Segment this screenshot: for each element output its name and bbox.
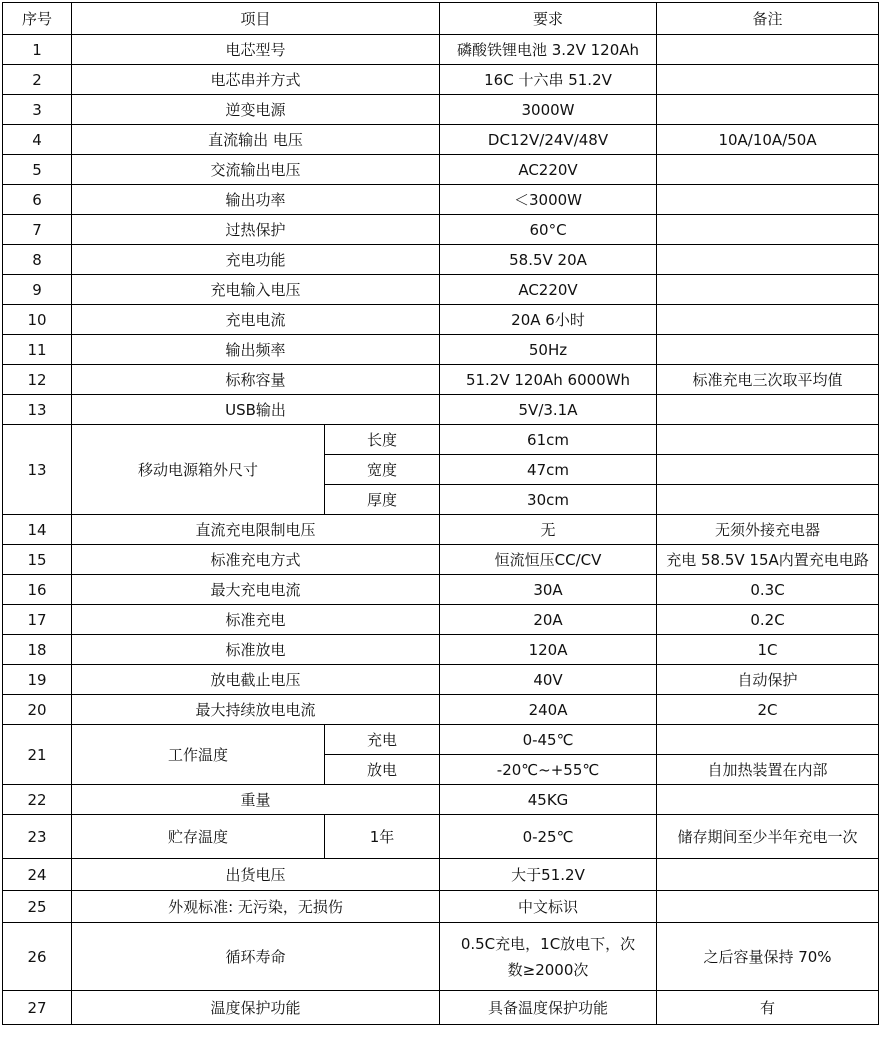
row-number: 27 (3, 991, 72, 1025)
requirement-line: 0.5C充电，1C放电下，次 (460, 934, 636, 953)
table-row (3, 65, 879, 95)
item-cell: 重量 (72, 785, 440, 815)
note-cell: 自动保护 (657, 665, 879, 695)
item-cell: 最大充电电流 (72, 575, 440, 605)
requirement-cell: 30A (440, 575, 657, 605)
table-row (3, 365, 879, 395)
requirement-cell (440, 923, 657, 991)
table-row (3, 155, 879, 185)
note-cell: 无须外接充电器 (657, 515, 879, 545)
row-number: 11 (3, 335, 72, 365)
header-req: 要求 (440, 3, 657, 35)
table-row (3, 335, 879, 365)
table-row (3, 185, 879, 215)
item-cell: 电芯串并方式 (72, 65, 440, 95)
spec-table-container (2, 2, 879, 1025)
item-cell: 充电输入电压 (72, 275, 440, 305)
table-row (3, 35, 879, 65)
requirement-cell: 5V/3.1A (440, 395, 657, 425)
table-row (3, 923, 879, 991)
requirement-cell: 58.5V 20A (440, 245, 657, 275)
row-number: 17 (3, 605, 72, 635)
note-cell: 0.2C (657, 605, 879, 635)
row-number: 13 (3, 395, 72, 425)
item-cell: 标准充电方式 (72, 545, 440, 575)
table-row (3, 245, 879, 275)
row-number: 15 (3, 545, 72, 575)
row-number: 6 (3, 185, 72, 215)
note-cell: 标准充电三次取平均值 (657, 365, 879, 395)
note-cell (657, 395, 879, 425)
table-row (3, 545, 879, 575)
item-cell: 循环寿命 (72, 923, 440, 991)
note-cell (657, 785, 879, 815)
requirement-cell: 40V (440, 665, 657, 695)
requirement-cell: 磷酸铁锂电池 3.2V 120Ah (440, 35, 657, 65)
header-row (3, 3, 879, 35)
item-cell: 温度保护功能 (72, 991, 440, 1025)
item-cell: 出货电压 (72, 859, 440, 891)
item-cell: 贮存温度 (72, 815, 325, 859)
table-row (3, 991, 879, 1025)
row-number: 7 (3, 215, 72, 245)
note-cell (657, 485, 879, 515)
requirement-cell: AC220V (440, 155, 657, 185)
item-cell: 电芯型号 (72, 35, 440, 65)
requirement-cell: 47cm (440, 455, 657, 485)
note-cell (657, 245, 879, 275)
item-cell: 逆变电源 (72, 95, 440, 125)
requirement-cell: 20A (440, 605, 657, 635)
requirement-cell: 具备温度保护功能 (440, 991, 657, 1025)
row-number: 2 (3, 65, 72, 95)
table-row (3, 515, 879, 545)
table-row (3, 215, 879, 245)
note-cell (657, 155, 879, 185)
requirement-cell: 240A (440, 695, 657, 725)
sub-item-cell: 充电 (325, 725, 440, 755)
row-number: 14 (3, 515, 72, 545)
requirement-cell: 中文标识 (440, 891, 657, 923)
requirement-cell: 0-25℃ (440, 815, 657, 859)
requirement-cell: 61cm (440, 425, 657, 455)
note-cell (657, 305, 879, 335)
note-cell: 储存期间至少半年充电一次 (657, 815, 879, 859)
note-cell (657, 859, 879, 891)
item-cell: 直流充电限制电压 (72, 515, 440, 545)
row-number: 16 (3, 575, 72, 605)
row-number: 1 (3, 35, 72, 65)
item-cell: 输出频率 (72, 335, 440, 365)
item-cell: 放电截止电压 (72, 665, 440, 695)
header-note: 备注 (657, 3, 879, 35)
item-cell: 移动电源箱外尺寸 (72, 425, 325, 515)
row-number: 12 (3, 365, 72, 395)
table-row (3, 575, 879, 605)
table-row (3, 815, 879, 859)
row-number: 9 (3, 275, 72, 305)
requirement-cell: 60°C (440, 215, 657, 245)
row-number: 26 (3, 923, 72, 991)
requirement-cell: 30cm (440, 485, 657, 515)
note-cell (657, 725, 879, 755)
note-cell: 0.3C (657, 575, 879, 605)
table-row (3, 95, 879, 125)
row-number: 22 (3, 785, 72, 815)
table-row (3, 395, 879, 425)
note-cell (657, 215, 879, 245)
sub-item-cell: 1年 (325, 815, 440, 859)
item-cell: 最大持续放电电流 (72, 695, 440, 725)
row-number: 24 (3, 859, 72, 891)
table-row (3, 695, 879, 725)
table-row (3, 275, 879, 305)
table-row (3, 635, 879, 665)
row-number: 8 (3, 245, 72, 275)
note-cell: 自加热装置在内部 (657, 755, 879, 785)
note-cell (657, 35, 879, 65)
sub-item-cell: 放电 (325, 755, 440, 785)
note-cell (657, 65, 879, 95)
requirement-cell: DC12V/24V/48V (440, 125, 657, 155)
item-cell: 外观标准: 无污染，无损伤 (72, 891, 440, 923)
note-cell: 有 (657, 991, 879, 1025)
header-no: 序号 (3, 3, 72, 35)
item-cell: 标准充电 (72, 605, 440, 635)
requirement-cell: 51.2V 120Ah 6000Wh (440, 365, 657, 395)
sub-item-cell: 长度 (325, 425, 440, 455)
note-cell (657, 185, 879, 215)
requirement-cell: 120A (440, 635, 657, 665)
row-number: 13 (3, 425, 72, 515)
item-cell: 充电电流 (72, 305, 440, 335)
table-row (3, 725, 879, 755)
row-number: 18 (3, 635, 72, 665)
requirement-cell: 大于51.2V (440, 859, 657, 891)
note-cell (657, 891, 879, 923)
note-cell (657, 455, 879, 485)
note-cell: 之后容量保持 70% (657, 923, 879, 991)
requirement-cell: 恒流恒压CC/CV (440, 545, 657, 575)
row-number: 20 (3, 695, 72, 725)
row-number: 5 (3, 155, 72, 185)
header-item: 项目 (72, 3, 440, 35)
item-cell: 直流输出 电压 (72, 125, 440, 155)
item-cell: 标称容量 (72, 365, 440, 395)
item-cell: 过热保护 (72, 215, 440, 245)
item-cell: 充电功能 (72, 245, 440, 275)
requirement-cell: 50Hz (440, 335, 657, 365)
row-number: 4 (3, 125, 72, 155)
requirement-cell: ＜3000W (440, 185, 657, 215)
sub-item-cell: 宽度 (325, 455, 440, 485)
table-row (3, 305, 879, 335)
note-cell: 10A/10A/50A (657, 125, 879, 155)
note-cell: 2C (657, 695, 879, 725)
row-number: 19 (3, 665, 72, 695)
requirement-line: 数≥2000次 (507, 960, 589, 979)
row-number: 10 (3, 305, 72, 335)
note-cell (657, 335, 879, 365)
requirement-cell: -20℃~+55℃ (440, 755, 657, 785)
note-cell (657, 95, 879, 125)
requirement-cell: 无 (440, 515, 657, 545)
requirement-cell: 3000W (440, 95, 657, 125)
table-row (3, 125, 879, 155)
spec-table (2, 2, 879, 1025)
table-row (3, 891, 879, 923)
item-cell: USB输出 (72, 395, 440, 425)
table-row (3, 605, 879, 635)
requirement-cell: 20A 6小时 (440, 305, 657, 335)
table-row (3, 785, 879, 815)
table-row (3, 665, 879, 695)
requirement-cell: 0-45℃ (440, 725, 657, 755)
row-number: 3 (3, 95, 72, 125)
item-cell: 输出功率 (72, 185, 440, 215)
note-cell (657, 275, 879, 305)
row-number: 23 (3, 815, 72, 859)
sub-item-cell: 厚度 (325, 485, 440, 515)
note-cell: 充电 58.5V 15A内置充电电路 (657, 545, 879, 575)
requirement-cell: 45KG (440, 785, 657, 815)
requirement-cell: 16C 十六串 51.2V (440, 65, 657, 95)
table-row (3, 859, 879, 891)
row-number: 21 (3, 725, 72, 785)
item-cell: 交流输出电压 (72, 155, 440, 185)
note-cell: 1C (657, 635, 879, 665)
requirement-cell: AC220V (440, 275, 657, 305)
table-row (3, 425, 879, 455)
item-cell: 标准放电 (72, 635, 440, 665)
note-cell (657, 425, 879, 455)
row-number: 25 (3, 891, 72, 923)
item-cell: 工作温度 (72, 725, 325, 785)
